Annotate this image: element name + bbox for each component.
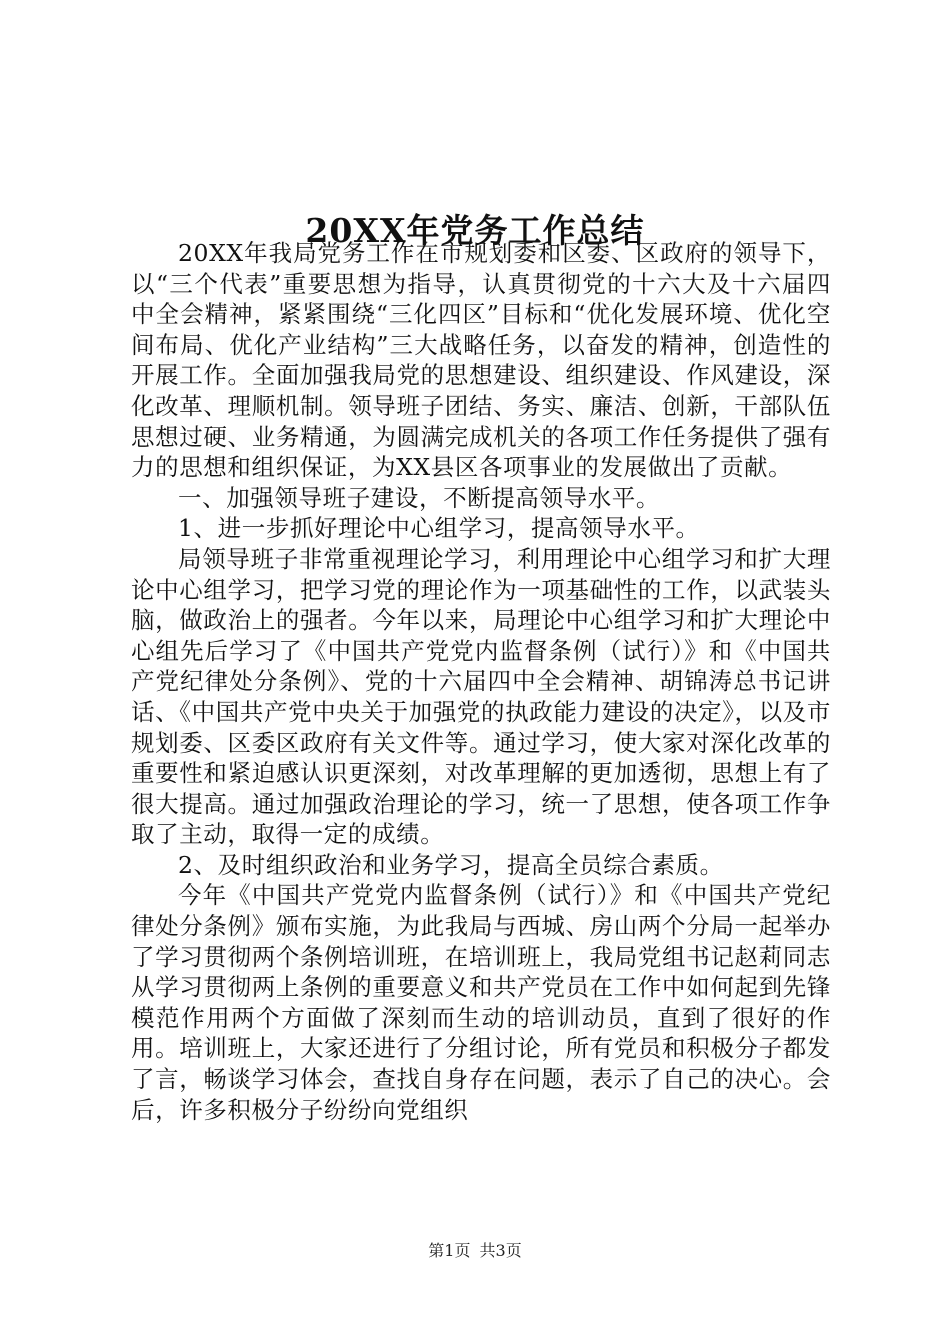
- section-heading-1: 一、加强领导班子建设，不断提高领导水平。: [178, 483, 660, 512]
- page-number: 第1页: [428, 1241, 471, 1260]
- subsection-heading-2: 2、及时组织政治和业务学习，提高全员综合素质。: [178, 850, 724, 879]
- paragraph-intro: 20XX年我局党务工作在市规划委和区委、区政府的领导下，以“三个代表”重要思想为指导，认真贯彻党的十六大及十六届四中全会精神，紧紧围绕“三化四区”目标和“优化发展环境、优化空间布局、优化产业结构”三大战略任务，以奋发的精神，创造性的开展工作。全面加强我局党的思想建设、组织建设、作风建设，深化改革、理顺机制。领导班子团结、务实、廉洁、创新，干部队伍思想过硬、业务精通，为圆满完成机关的各项工作任务提供了强有力的思想和组织保证，为XX县区各项事业的发展做出了贡献。: [131, 239, 831, 482]
- page-footer: [0, 1240, 950, 1262]
- document-title: 20XX年党务工作总结: [305, 211, 645, 251]
- paragraph-training: 今年《中国共产党党内监督条例（试行）》和《中国共产党纪律处分条例》颁布实施，为此我局与西城、房山两个分局一起举办了学习贯彻两个条例培训班，在培训班上，我局党组书记赵莉同志从学习贯彻两上条例的重要意义和共产党员在工作中如何起到先锋模范作用两个方面做了深刻而生动的培训动员，直到了很好的作用。培训班上，大家还进行了分组讨论，所有党员和积极分子都发了言，畅谈学习体会，查找自身存在问题，表示了自己的决心。会后，许多积极分子纷纷向党组织: [131, 881, 831, 1124]
- paragraph-theory-study: 局领导班子非常重视理论学习，利用理论中心组学习和扩大理论中心组学习，把学习党的理论作为一项基础性的工作，以武装头脑，做政治上的强者。今年以来，局理论中心组学习和扩大理论中心组先后学习了《中国共产党党内监督条例（试行）》和《中国共产党纪律处分条例》、党的十六届四中全会精神、胡锦涛总书记讲话、《中国共产党中央关于加强党的执政能力建设的决定》，以及市规划委、区委区政府有关文件等。通过学习，使大家对深化改革的重要性和紧迫感认识更深刻，对改革理解的更加透彻，思想上有了很大提高。通过加强政治理论的学习，统一了思想，使各项工作争取了主动，取得一定的成绩。: [131, 544, 831, 849]
- document-body: [131, 238, 831, 1125]
- subsection-heading-1: 1、进一步抓好理论中心组学习，提高领导水平。: [178, 514, 700, 543]
- page-total: 共3页: [479, 1241, 522, 1260]
